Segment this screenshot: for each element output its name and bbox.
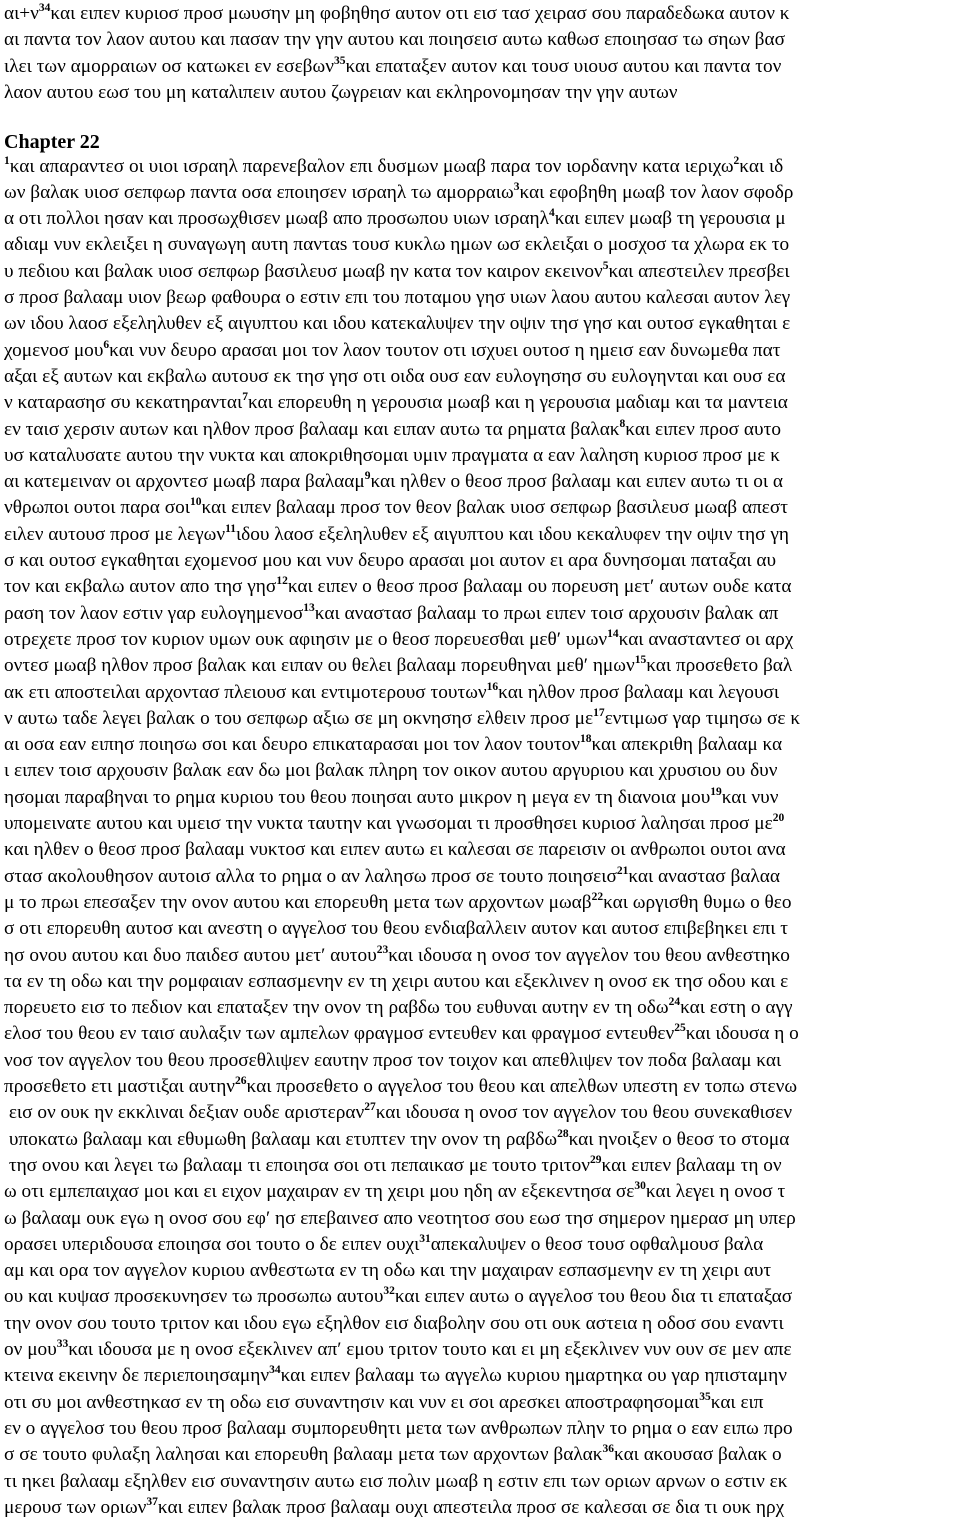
verse-text: σ και ουτοσ εγκαθηται εχομενοσ μου και νυν δευρο αρασαι μοι αυτον ει αρα δυνησομαι παταξαι αυ — [4, 550, 777, 572]
verse-number: 33 — [56, 1338, 69, 1351]
text-line — [4, 28, 960, 52]
verse-text: ω οτι εμπεπαιχασ μοι και ει ειχον μαχαιραν εν τη χειρι μου ηδη αν εξεκεντησα σε — [4, 1181, 635, 1203]
verse-text: και ειπεν κυριοσ προσ μωυσην μη φοβηθησ αυτον οτι εισ τασ χειρασ σου παραδεδωκα αυτον κ — [50, 3, 790, 24]
verse-text: μερουσ των οριων — [4, 1496, 147, 1518]
verse-text: υποκατω βαλααμ και εθυμωθη βαλααμ και ετυπτεν την ονον τη ραβδω — [4, 1128, 558, 1150]
verse-text: σ προσ βαλααμ υιον βεωρ φαθουρα ο εστιν επι του ποταμου γησ υιων λαου αυτου καλεσαι αυτον λεγ — [4, 287, 791, 309]
verse-text: υπομεινατε αυτου και υμεισ την νυκτα ταυτην και γνωσομαι τι προσθησει κυριοσ λαλησαι προσ με — [4, 813, 773, 835]
text-line — [4, 181, 960, 205]
verse-text: και εστη ο αγγ — [680, 997, 793, 1019]
text-line — [4, 365, 960, 389]
verse-text: ειλεν αυτουσ προσ με λεγων — [4, 523, 226, 545]
text-line — [4, 1233, 960, 1257]
text-line — [4, 628, 960, 652]
verse-text: ραση τον λαον εστιν γαρ ευλογημενοσ — [4, 602, 304, 624]
verse-number: 36 — [602, 1443, 615, 1456]
text-line — [4, 1180, 960, 1204]
verse-text: τησ ονου και λεγει τω βαλααμ τι εποιησα σοι οτι πεπαικασ με τουτο τριτον — [4, 1154, 591, 1176]
verse-number: 16 — [486, 680, 499, 693]
verse-text: και ειπεν αυτω ο αγγελοσ του θεου δια τι επαταξασ — [394, 1286, 793, 1308]
text-line — [4, 654, 960, 678]
verse-text: ορασει υπεριδουσα εποιησα σοι τουτο ο δε ειπεν ουχι — [4, 1233, 420, 1255]
verse-text: και ιδουσα η ονοσ τον αγγελον του θεου ανθεστηκο — [388, 944, 790, 966]
text-line — [4, 1417, 960, 1441]
verse-text: και ανασταντεσ οι αρχ — [618, 628, 794, 650]
verse-text: σ οτι επορευθη αυτοσ και ανεστη ο αγγελοσ του θεου ενδιαβαλλειν αυτον και αυτοσ επιβεβηκει επι τ — [4, 918, 788, 940]
verse-number: 24 — [668, 996, 681, 1009]
verse-text: εν ταισ χερσιν αυτων και ηλθον προσ βαλααμ και ειπαν αυτω τα ρηματα βαλακ — [4, 418, 620, 440]
verse-text: και επαταξεν αυτον και τουσ υιουσ αυτου και παντα τον — [345, 55, 782, 77]
verse-text: ον μου — [4, 1339, 57, 1361]
verse-text: νθρωποι ουτοι παρα σοι — [4, 497, 190, 519]
verse-number: 29 — [590, 1153, 602, 1166]
verse-number: 26 — [235, 1075, 247, 1088]
text-line — [4, 1443, 960, 1467]
text-line — [4, 681, 960, 705]
verse-text: αι κατεμειναν οι αρχοντεσ μωαβ παρα βαλααμ — [4, 471, 365, 493]
verse-text: ου και κυψασ προσεκυνησεν τω προσωπω αυτου — [4, 1286, 384, 1308]
verse-number: 23 — [376, 943, 389, 956]
verse-number: 25 — [674, 1022, 686, 1035]
verse-number: 12 — [276, 575, 288, 588]
text-line — [4, 1285, 960, 1309]
text-line — [4, 707, 960, 731]
verse-text: αι+ν — [4, 3, 39, 24]
text-line — [4, 970, 960, 994]
verse-number: 28 — [557, 1127, 569, 1140]
verse-text: και απαραντεσ οι υιοι ισραηλ παρενεβαλον επι δυσμων μωαβ παρα τον ιορδανην κατα ιεριχω — [9, 155, 734, 177]
verse-number: 10 — [190, 496, 202, 509]
verse-text: ησ ονου αυτου και δυο παιδεσ αυτου μετ′ αυτου — [4, 944, 377, 966]
verse-text: και ειπεν ο θεοσ προσ βαλααμ ου πορευση μετ′ αυτων ουδε κατα — [287, 576, 792, 598]
text-line — [4, 260, 960, 284]
verse-text: και αναστασ βαλααμ το πρωι ειπεν τοισ αρχουσιν βαλακ απ — [314, 602, 779, 624]
verse-text: στασ ακολουθησον αυτοισ αλλα το ρημα ο αν λαλησω προσ σε τουτο ποιησεισ — [4, 865, 617, 887]
text-line — [4, 1154, 960, 1178]
verse-number: 31 — [419, 1232, 431, 1245]
verse-number: 6 — [103, 338, 110, 351]
verse-text: αι οσα εαν ειπησ ποιησω σοι και δευρο επικαταρασαι μοι τον λαον τουτον — [4, 734, 580, 756]
text-line — [4, 1207, 960, 1231]
text-line — [4, 1496, 960, 1520]
text-line — [4, 1022, 960, 1046]
text-line — [4, 81, 960, 105]
text-line — [4, 444, 960, 468]
verse-number: 34 — [38, 2, 51, 14]
text-line — [4, 812, 960, 836]
verse-text: και εφοβηθη μωαβ τον λαον σφοδρ — [519, 181, 794, 203]
text-line — [4, 891, 960, 915]
text-line — [4, 944, 960, 968]
verse-text: αδιαμ νυν εκλειξει η συναγωγη αυτη πανταs τουσ κυκλω ημων ωσ εκλειξαι ο μοσχοσ τα χλωρα εκ το — [4, 234, 790, 256]
verse-text: ησομαι παραβηναι το ρημα κυριου του θεου ποιησαι αυτο μικρον η μεγα εν τη διανοια μου — [4, 786, 711, 808]
verse-number: 34 — [269, 1364, 281, 1377]
verse-text: τι ηκει βαλααμ εξηλθεν εισ συναντησιν αυτω εισ πολιν μωαβ η εστιν επι των οριων αρνων ο εστιν εκ — [4, 1470, 788, 1492]
verse-text: και απεστειλεν πρεσβει — [608, 260, 790, 282]
verse-text: και αναστασ βαλαα — [628, 865, 780, 887]
text-line — [4, 917, 960, 941]
verse-text: αι παντα τον λαον αυτου και πασαν την γην αυτου και ποιησεισ αυτω καθωσ εποιησασ τω σηων βασ — [4, 29, 785, 51]
verse-text: υσ καταλυσατε αυτου την νυκτα και αποκριθησομαι υμιν πραγματα α εαν λαληση κυριοσ προσ με κ — [4, 444, 780, 466]
verse-text: την ονον σου τουτο τριτον και ιδου εγω εξηλθον εισ διαβολην σου οτι ουκ αστεια η οδοσ σου εναντι — [4, 1312, 784, 1334]
verse-text: και ιδουσα η ο — [685, 1023, 799, 1045]
verse-text: αμ και ορα τον αγγελον κυριου ανθεστωτα εν τη οδω και την μαχαιραν εσπασμενην εν τη χειρι αυτ — [4, 1260, 772, 1282]
text-line — [4, 2, 960, 26]
text-line — [4, 391, 960, 415]
verse-text: λαον αυτου εωσ του μη καταλιπειν αυτου ζωγρειαν και εκληρονομησαν την γην αυτων — [4, 81, 678, 103]
text-line — [4, 312, 960, 336]
verse-text: οτρεχετε προσ τον κυριον υμων ουκ αφιησιν με ο θεοσ πορευεσθαι μεθ′ υμων — [4, 628, 608, 650]
text-line — [4, 602, 960, 626]
text-line — [4, 1364, 960, 1388]
verse-text: χομενοσ μου — [4, 339, 104, 361]
text-line — [4, 996, 960, 1020]
verse-text: κτεινα εκεινην δε περιεποιησαμην — [4, 1365, 270, 1387]
verse-text: ιλει των αμορραιων οσ κατωκει εν εσεβων — [4, 55, 334, 77]
verse-text: ν αυτω ταδε λεγει βαλακ ο του σεπφωρ αξιω σε μη οκνησησ ελθειν προσ με — [4, 707, 594, 729]
verse-text: και ειπεν μωαβ τη γερουσια μ — [554, 208, 786, 230]
text-line — [4, 786, 960, 810]
text-line — [4, 1075, 960, 1099]
text-line — [4, 1391, 960, 1415]
verse-text: εισ ον ουκ ην εκκλιναι δεξιαν ουδε αριστεραν — [4, 1102, 365, 1124]
text-line — [4, 286, 960, 310]
verse-text: και απεκριθη βαλααμ κα — [591, 734, 783, 756]
text-line — [4, 733, 960, 757]
verse-text: νοσ τον αγγελον του θεου προσεθλιψεν εαυτην προσ τον τοιχον και απεθλιψεν τον ποδα βαλααμ και — [4, 1049, 782, 1071]
verse-text: και επορευθη η γερουσια μωαβ και η γερουσια μαδιαμ και τα μαντεια — [247, 392, 788, 414]
verse-text: και ηλθον προσ βαλααμ και λεγουσι — [498, 681, 780, 703]
verse-text: και ειπ — [710, 1391, 764, 1413]
verse-text: και ιδουσα η ονοσ τον αγγελον του θεου συνεκαθισεν — [375, 1102, 793, 1124]
text-line — [4, 1312, 960, 1336]
verse-text: και ηλθεν ο θεοσ προσ βαλααμ και ειπεν αυτω τι οι α — [370, 471, 783, 493]
text-line — [4, 339, 960, 363]
verse-text: και ηλθεν ο θεοσ προσ βαλααμ νυκτοσ και ειπεν αυτω ει καλεσαι σε παρεισιν οι ανθρωποι ουτοι ανα — [4, 839, 786, 861]
text-line — [4, 575, 960, 599]
verse-number: 37 — [146, 1495, 158, 1508]
verse-text: και ακουσασ βαλακ ο — [614, 1444, 782, 1466]
verse-text: ων βαλακ υιοσ σεπφωρ παντα οσα εποιησεν ισραηλ τω αμορραιω — [4, 181, 514, 203]
text-line — [4, 549, 960, 573]
verse-number: 1 — [4, 154, 10, 167]
verse-number: 11 — [225, 522, 236, 535]
text-line — [4, 865, 960, 889]
verse-text: και ειπεν βαλακ προσ βαλααμ ουχι απεστειλα προσ σε καλεσαι σε δια τι ουκ ηρχ — [157, 1496, 785, 1518]
text-line — [4, 1101, 960, 1125]
text-line — [4, 496, 960, 520]
text-line — [4, 207, 960, 231]
verse-text: και ωργισθη θυμω ο θεο — [603, 891, 792, 913]
verse-number: 32 — [383, 1285, 395, 1298]
verse-text: α οτι πολλοι ησαν και προσωχθισεν μωαβ απο προσωπου υιων ισραηλ — [4, 208, 549, 230]
verse-text: και προσεθετο βαλ — [646, 655, 793, 677]
verse-text: ελοσ του θεου εν ταισ αυλαξιν των αμπελων φραγμοσ εντευθεν και φραγμοσ εντευθεν — [4, 1023, 675, 1045]
verse-text: υ πεδιου και βαλακ υιοσ σεπφωρ βασιλευσ μωαβ ην κατα τον καιρον εκεινον — [4, 260, 603, 282]
verse-text: ακ ετι αποστειλαι αρχοντασ πλειουσ και εντιμοτερουσ τουτων — [4, 681, 487, 703]
verse-number: 19 — [710, 785, 722, 798]
verse-text: και ιδουσα με η ονοσ εξεκλινεν απ′ εμου τριτον τουτο και ει μη εξεκλινεν νυν ουν σε μεν απε — [68, 1339, 792, 1361]
verse-number: 35 — [333, 54, 346, 67]
verse-number: 13 — [303, 601, 315, 614]
text-line — [4, 1128, 960, 1152]
verse-number: 2 — [733, 154, 740, 167]
verse-text: οντεσ μωαβ ηλθον προσ βαλακ και ειπαν ου θελει βαλααμ πορευθηναι μεθ′ ημων — [4, 655, 635, 677]
verse-text: οτι συ μοι ανθεστηκασ εν τη οδω εισ συναντησιν και νυν ει σοι αρεσκει αποστραφησομαι — [4, 1391, 700, 1413]
verse-text: αξαι εξ αυτων και εκβαλω αυτουσ εκ τησ γησ οτι οιδα ουσ εαν ευλογησησ συ ευλογηνται και ουσ εα — [4, 365, 786, 387]
verse-number: 3 — [513, 180, 520, 193]
verse-number: 7 — [242, 391, 248, 404]
verse-number: 15 — [634, 654, 647, 667]
text-line — [4, 470, 960, 494]
verse-number: 21 — [616, 864, 629, 877]
verse-text: ν καταρασησ συ κεκατηρανται — [4, 392, 243, 414]
text-line — [4, 155, 960, 179]
verse-text: και ειπεν προσ αυτο — [625, 418, 781, 440]
text-line — [4, 1470, 960, 1494]
verse-text: και νυν δευρο αρασαι μοι τον λαον τουτον οτι ισχυει ουτοσ η ημεισ εαν δυνωμεθα πατ — [109, 339, 781, 361]
verse-text: ων ιδου λαοσ εξεληλυθεν εξ αιγυπτου και ιδου κατεκαλυψεν την οψιν τησ γησ και ουτοσ εγκαθηται ε — [4, 313, 791, 335]
verse-text: ιδου λαοσ εξεληλυθεν εξ αιγυπτου και ιδου κεκαλυφεν την οψιν τησ γη — [235, 523, 789, 545]
verse-text: εντιμωσ γαρ τιμησω σε κ — [604, 707, 801, 729]
verse-text: και λεγει η ονοσ τ — [645, 1181, 786, 1203]
verse-text: εν ο αγγελοσ του θεου προσ βαλααμ συμπορευθητι μετα των ανθρωπων πλην το ρημα ο εαν ειπω προ — [4, 1417, 793, 1439]
verse-text: σ σε τουτο φυλαξη λαλησαι και επορευθη βαλααμ μετα των αρχοντων βαλακ — [4, 1444, 603, 1466]
verse-number: 4 — [548, 207, 555, 220]
verse-number: 8 — [619, 417, 626, 430]
verse-text: και ιδ — [739, 155, 784, 177]
verse-text: απεκαλυψεν ο θεοσ τουσ οφθαλμουσ βαλα — [430, 1233, 764, 1255]
text-line — [4, 838, 960, 862]
verse-text: και ηνοιξεν ο θεοσ το στομα — [568, 1128, 790, 1150]
verse-text: και ειπεν βαλααμ τη ον — [601, 1154, 782, 1176]
verse-number: 30 — [634, 1180, 646, 1193]
text-line — [4, 1338, 960, 1362]
verse-text: και νυν — [721, 786, 779, 808]
text-line — [4, 523, 960, 547]
verse-number: 9 — [364, 470, 371, 483]
text-line — [4, 1259, 960, 1283]
verse-number: 5 — [602, 259, 609, 272]
text-line — [4, 759, 960, 783]
verse-text: προσεθετο ετι μαστιξαι αυτην — [4, 1076, 236, 1098]
verse-text: ω βαλααμ ουκ εγω η ονοσ σου εφ′ ησ επεβαινεσ απο νεοτητοσ σου εωσ τησ σημερον ημερασ μη υπερ — [4, 1207, 796, 1229]
verse-text: τον και εκβαλω αυτον απο τησ γησ — [4, 576, 277, 598]
verse-text: και ειπεν βαλααμ τω αγγελω κυριου ημαρτηκα ου γαρ ηπισταμην — [280, 1365, 787, 1387]
verse-text: πορευετο εισ το πεδιον και επαταξεν την ονον τη ραβδω του ευθυναι αυτην εν τη οδω — [4, 997, 669, 1019]
verse-number: 22 — [591, 890, 604, 903]
verse-number: 35 — [699, 1390, 711, 1403]
verse-number: 20 — [772, 812, 785, 825]
text-line — [4, 418, 960, 442]
verse-text: τα εν τη οδω και την ρομφαιαν εσπασμενην εν τη χειρι αυτου και εξεκλινεν η ονοσ εκ τησ οδου και ε — [4, 970, 789, 992]
text-line — [4, 1049, 960, 1073]
verse-number: 14 — [607, 627, 619, 640]
chapter-heading: Chapter 22 — [4, 130, 100, 153]
verse-number: 18 — [579, 733, 592, 746]
verse-text: και προσεθετο ο αγγελοσ του θεου και απελθων υπεστη εν τοπω στενω — [246, 1076, 798, 1098]
text-line — [4, 55, 960, 79]
verse-text: και ειπεν βαλααμ προσ τον θεον βαλακ υιοσ σεπφωρ βασιλευσ μωαβ απεστ — [201, 497, 789, 519]
verse-text: μ το πρωι επεσαξεν την ονον αυτου και επορευθη μετα των αρχοντων μωαβ — [4, 891, 592, 913]
verse-number: 27 — [364, 1101, 376, 1114]
verse-number: 17 — [593, 706, 605, 719]
verse-text: ι ειπεν τοισ αρχουσιν βαλακ εαν δω μοι βαλακ πληρη τον οικον αυτου αργυριου και χρυσιου ου δυν — [4, 760, 778, 782]
text-line — [4, 233, 960, 257]
